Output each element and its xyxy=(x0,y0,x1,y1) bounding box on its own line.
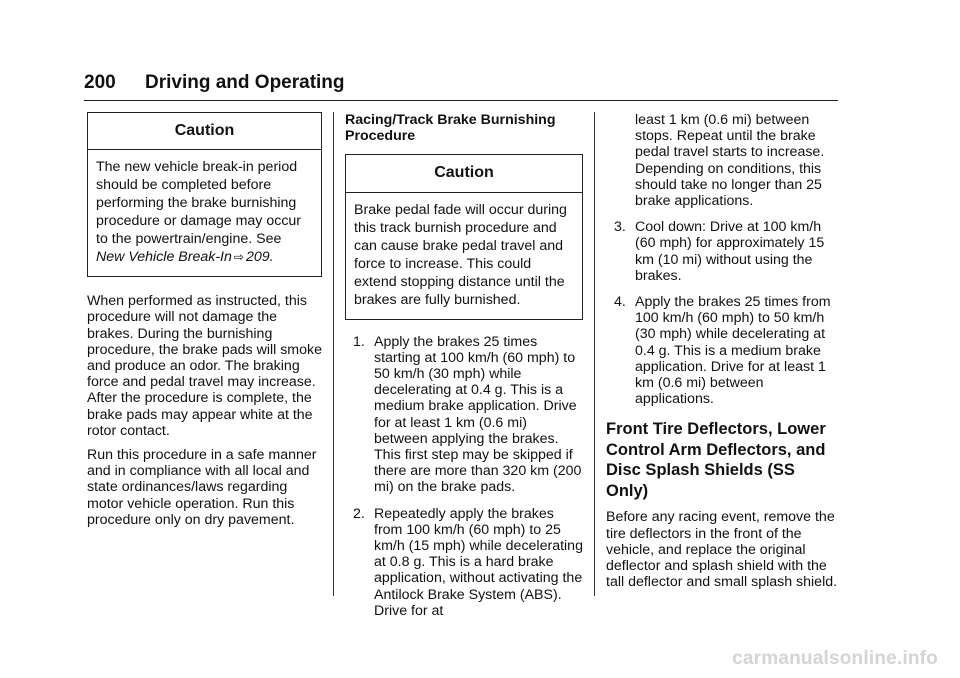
header-rule xyxy=(84,100,838,101)
caution-body: Brake pedal fade will occur during this track burnish procedure and can cause brake pedal travel and force to increase. This could extend stopping distance until the brakes are fully burnished. xyxy=(354,201,567,308)
page-number: 200 xyxy=(84,72,116,93)
step-text: Cool down: Drive at 100 km/h (60 mph) for approximately 15 km (10 mi) without using the brakes. xyxy=(635,219,825,284)
step-number: 3. xyxy=(614,219,626,236)
step-text: Apply the brakes 25 times starting at 100 km/h (60 mph) to 50 km/h (30 mph) while decelerating at 0.4 g. This is a medium brake application. Drive for at least 1 km (0.6 mi) between applying the brakes. This first step may be skipped if there are more than 320 km (200 mi) on the brake pads. xyxy=(374,333,582,496)
procedure-steps xyxy=(345,334,583,619)
list-item xyxy=(606,219,840,284)
column-divider xyxy=(594,112,595,596)
body-paragraph: When performed as instructed, this procedure will not damage the brakes. During the burnishing procedure, the brake pads will smoke and produce an odor. The braking force and pedal travel may increase. After the procedure is complete, the brake pads may appear white at the rotor contact. xyxy=(87,293,323,439)
caution-body xyxy=(88,150,321,276)
step-continued-text: least 1 km (0.6 mi) between stops. Repeat until the brake pedal travel starts to increase. Depending on conditions, this should take no longer than 25 brake applications. xyxy=(635,112,825,210)
column-3 xyxy=(606,112,840,590)
body-paragraph: Run this procedure in a safe manner and in compliance with all local and state ordinances/laws regarding motor vehicle operation. Run this procedure only on dry pavement. xyxy=(87,447,317,528)
caution-box xyxy=(345,154,583,319)
caution-title: Caution xyxy=(88,113,321,150)
column-2 xyxy=(345,112,583,629)
step-number: 4. xyxy=(614,294,626,311)
cross-reference-link[interactable]: New Vehicle Break-In xyxy=(96,249,232,266)
subheading: Racing/Track Brake Burnishing Procedure xyxy=(345,112,556,145)
cross-reference-page[interactable]: 209. xyxy=(245,249,274,266)
step-text: Apply the brakes 25 times from 100 km/h (60 mph) to 50 km/h (30 mph) while decelerating at 0.4 g. This is a medium brake application. Drive for at least 1 km (0.6 mi) between applications. xyxy=(635,294,831,408)
list-item xyxy=(606,294,840,407)
section-heading: Front Tire Deflectors, Lower Control Arm Deflectors, and Disc Splash Shields (SS Only) xyxy=(606,420,826,500)
caution-text: The new vehicle break-in period should be completed before performing the brake burnishing procedure or damage may occur to the powertrain/engine. See xyxy=(96,159,302,248)
body-paragraph: Before any racing event, remove the tire deflectors in the front of the vehicle, and replace the original deflector and splash shield with the tall deflector and small splash shield. xyxy=(606,509,838,591)
step-number: 1. xyxy=(353,333,365,350)
procedure-steps xyxy=(606,219,840,407)
page-header xyxy=(84,70,838,98)
column-1 xyxy=(87,112,322,528)
list-item xyxy=(345,506,583,619)
watermark: carmanualsonline.info xyxy=(732,648,938,669)
caution-box xyxy=(87,112,322,277)
list-item xyxy=(345,334,583,496)
step-text: Repeatedly apply the brakes from 100 km/h (60 mph) to 25 km/h (15 mph) while decelerating at 0.8 g. This is a hard brake application, without activating the Antilock Brake System (ABS). Drive for at xyxy=(374,505,583,619)
section-title: Driving and Operating xyxy=(145,72,345,93)
page-ref-arrow-icon: ⇨ xyxy=(233,250,244,265)
column-divider xyxy=(333,112,334,596)
caution-title: Caution xyxy=(346,155,582,192)
step-number: 2. xyxy=(353,505,365,522)
